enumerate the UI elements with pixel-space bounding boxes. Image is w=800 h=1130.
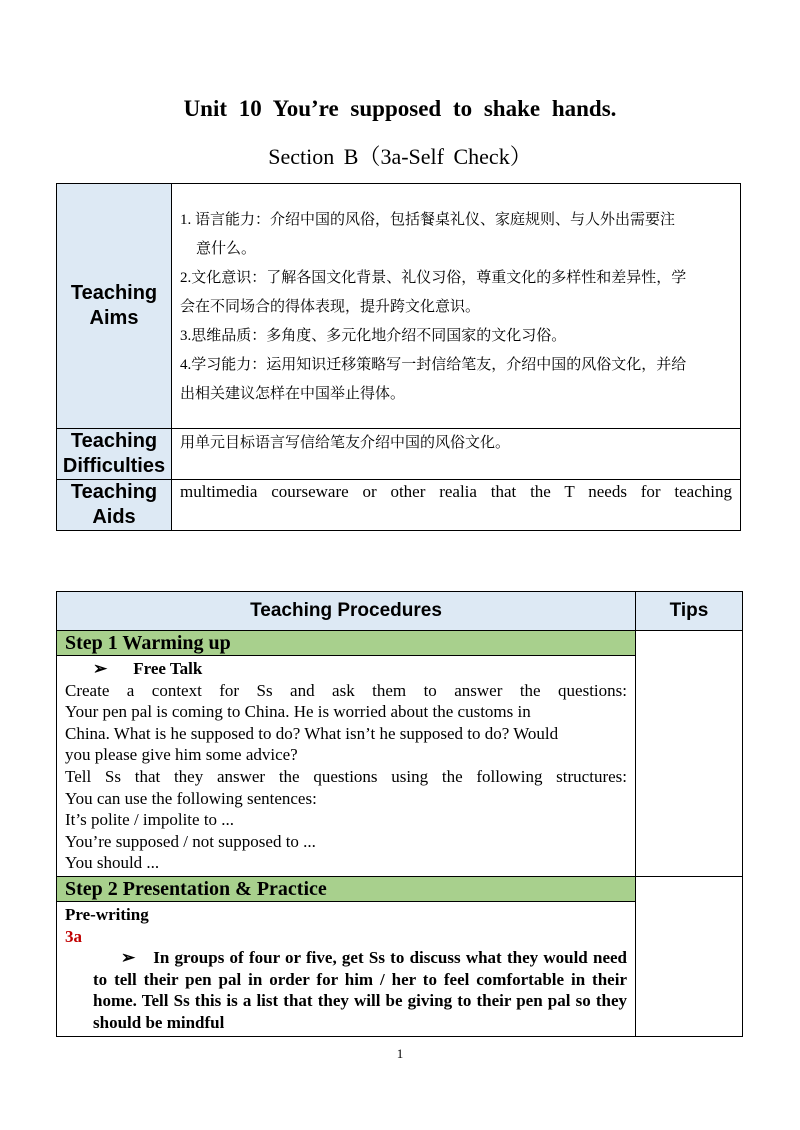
tips-header: Tips bbox=[636, 592, 743, 631]
aims-line: 出相关建议怎样在中国举止得体。 bbox=[180, 386, 406, 402]
aims-content bbox=[172, 184, 741, 429]
teaching-aims-table bbox=[56, 183, 741, 531]
aims-line: 意什么。 bbox=[196, 241, 257, 257]
step1-line: Tell Ss that they answer the questions using the following structures: bbox=[65, 766, 627, 786]
step2-section-label: 3a bbox=[65, 926, 82, 946]
step1-line: It’s polite / impolite to ... bbox=[65, 810, 235, 830]
aims-line: 4.学习能力：运用知识迁移策略写一封信给笔友，介绍中国的风俗文化，并给 bbox=[180, 357, 687, 373]
step1-line: Create a context for Ss and ask them to answer the questions: bbox=[65, 680, 627, 700]
difficulties-content: 用单元目标语言写信给笔友介绍中国的风俗文化。 bbox=[172, 429, 741, 480]
step1-bullet bbox=[65, 658, 627, 680]
step1-line: You can use the following sentences: bbox=[65, 788, 317, 808]
teaching-procedures-table bbox=[56, 591, 743, 1037]
step1-line: You should ... bbox=[65, 853, 160, 873]
aids-label: Teaching Aids bbox=[57, 480, 172, 531]
step1-body bbox=[57, 656, 636, 877]
arrow-bullet-icon: ➢ bbox=[121, 948, 136, 968]
arrow-bullet-icon: ➢ bbox=[93, 659, 108, 678]
step2-tips bbox=[636, 876, 743, 1036]
document-subtitle: Section B（3a-Self Check） bbox=[268, 144, 532, 169]
step1-line: Your pen pal is coming to China. He is worried about the customs in bbox=[65, 702, 531, 722]
step2-body bbox=[57, 902, 635, 1036]
aims-label: Teaching Aims bbox=[57, 184, 172, 429]
step1-line: China. What is he supposed to do? What isn’t he supposed to do? Would bbox=[65, 723, 559, 743]
step1-line: You’re supposed / not supposed to ... bbox=[65, 831, 316, 851]
step2-bullet-text: In groups of four or five, get Ss to discuss what they would need to tell their pen pal in order for him / her to feel comfortable in their home. Tell Ss this is a list that they will be giving to their pen pal so they should be mindful bbox=[93, 948, 627, 1032]
page-number: 1 bbox=[396, 1046, 404, 1061]
aims-line: 2.文化意识：了解各国文化背景、礼仪习俗，尊重文化的多样性和差异性，学 bbox=[180, 270, 687, 286]
step1-tips bbox=[636, 631, 743, 877]
step2-title: Step 2 Presentation & Practice bbox=[57, 876, 636, 901]
aims-line: 会在不同场合的得体表现，提升跨文化意识。 bbox=[180, 299, 481, 315]
step1-line: you please give him some advice? bbox=[65, 745, 298, 765]
procedures-header: Teaching Procedures bbox=[57, 592, 636, 631]
step1-title: Step 1 Warming up bbox=[57, 631, 636, 656]
step2-cell bbox=[57, 901, 636, 1036]
document-title: Unit 10 You’re supposed to shake hands. bbox=[183, 96, 617, 121]
step1-bullet-label: Free Talk bbox=[133, 659, 203, 678]
difficulties-label: Teaching Difficulties bbox=[57, 429, 172, 480]
step2-subheading: Pre-writing bbox=[65, 904, 149, 924]
step2-bullet bbox=[65, 947, 627, 1033]
aims-line: 3.思维品质：多角度、多元化地介绍不同国家的文化习俗。 bbox=[180, 328, 567, 344]
aims-line: 1. 语言能力：介绍中国的风俗，包括餐桌礼仪、家庭规则、与人外出需要注 bbox=[180, 212, 676, 228]
aids-content: multimedia courseware or other realia that the T needs for teaching bbox=[172, 480, 741, 531]
